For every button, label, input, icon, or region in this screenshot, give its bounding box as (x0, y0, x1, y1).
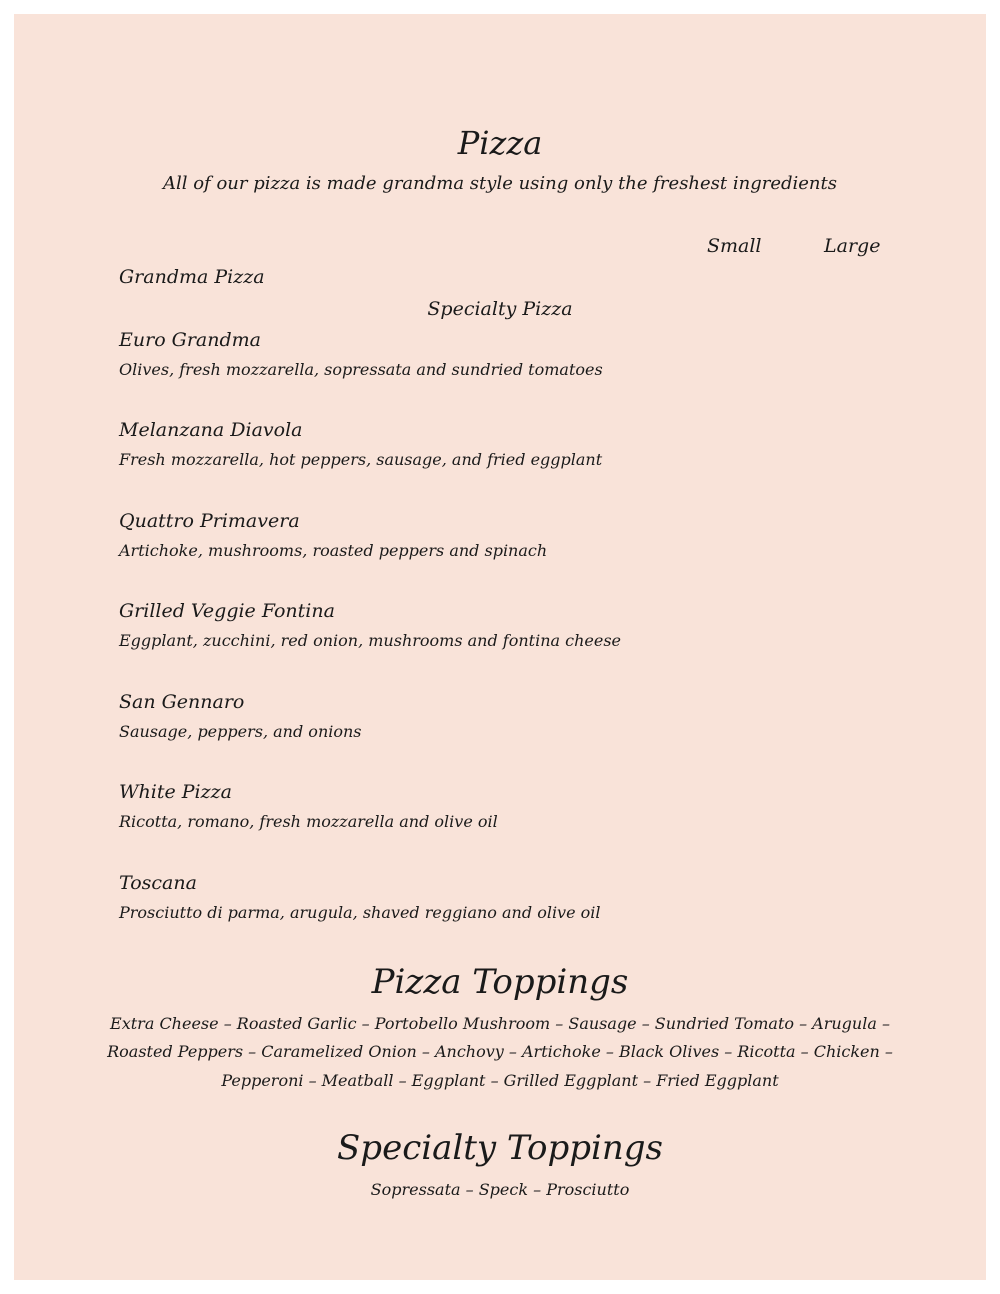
menu-item-name: Toscana (119, 872, 197, 894)
size-large-label: Large (824, 235, 881, 257)
menu-item-description: Artichoke, mushrooms, roasted peppers and spinach (119, 541, 548, 560)
menu-item-description: Sausage, peppers, and onions (119, 722, 362, 741)
pizza-toppings-heading: Pizza Toppings (371, 962, 629, 1002)
toppings-line: Pepperoni – Meatball – Eggplant – Grilled Eggplant – Fried Eggplant (221, 1071, 779, 1090)
grandma-pizza-heading: Grandma Pizza (119, 266, 265, 288)
menu-item-description: Prosciutto di parma, arugula, shaved reggiano and olive oil (119, 903, 601, 922)
specialty-toppings-heading: Specialty Toppings (337, 1128, 663, 1168)
size-small-label: Small (707, 235, 762, 257)
specialty-toppings-line: Sopressata – Speck – Prosciutto (370, 1180, 630, 1199)
menu-item-name: Melanzana Diavola (119, 419, 303, 441)
menu-item-name: Grilled Veggie Fontina (119, 600, 335, 622)
menu-item-name: White Pizza (119, 781, 232, 803)
menu-item-description: Eggplant, zucchini, red onion, mushrooms and fontina cheese (119, 631, 622, 650)
menu-item-description: Olives, fresh mozzarella, sopressata and sundried tomatoes (119, 360, 603, 379)
toppings-line: Extra Cheese – Roasted Garlic – Portobello Mushroom – Sausage – Sundried Tomato – Arugula – (110, 1014, 890, 1033)
toppings-line: Roasted Peppers – Caramelized Onion – Anchovy – Artichoke – Black Olives – Ricotta – Chicken – (107, 1042, 893, 1061)
page-title: Pizza (457, 124, 543, 162)
menu-item-description: Ricotta, romano, fresh mozzarella and olive oil (119, 812, 498, 831)
specialty-pizza-heading: Specialty Pizza (427, 298, 573, 320)
menu-item-name: Quattro Primavera (119, 510, 300, 532)
menu-item-name: San Gennaro (119, 691, 245, 713)
page-subtitle: All of our pizza is made grandma style using only the freshest ingredients (162, 173, 837, 194)
menu-item-name: Euro Grandma (119, 329, 261, 351)
menu-item-description: Fresh mozzarella, hot peppers, sausage, and fried eggplant (119, 450, 603, 469)
